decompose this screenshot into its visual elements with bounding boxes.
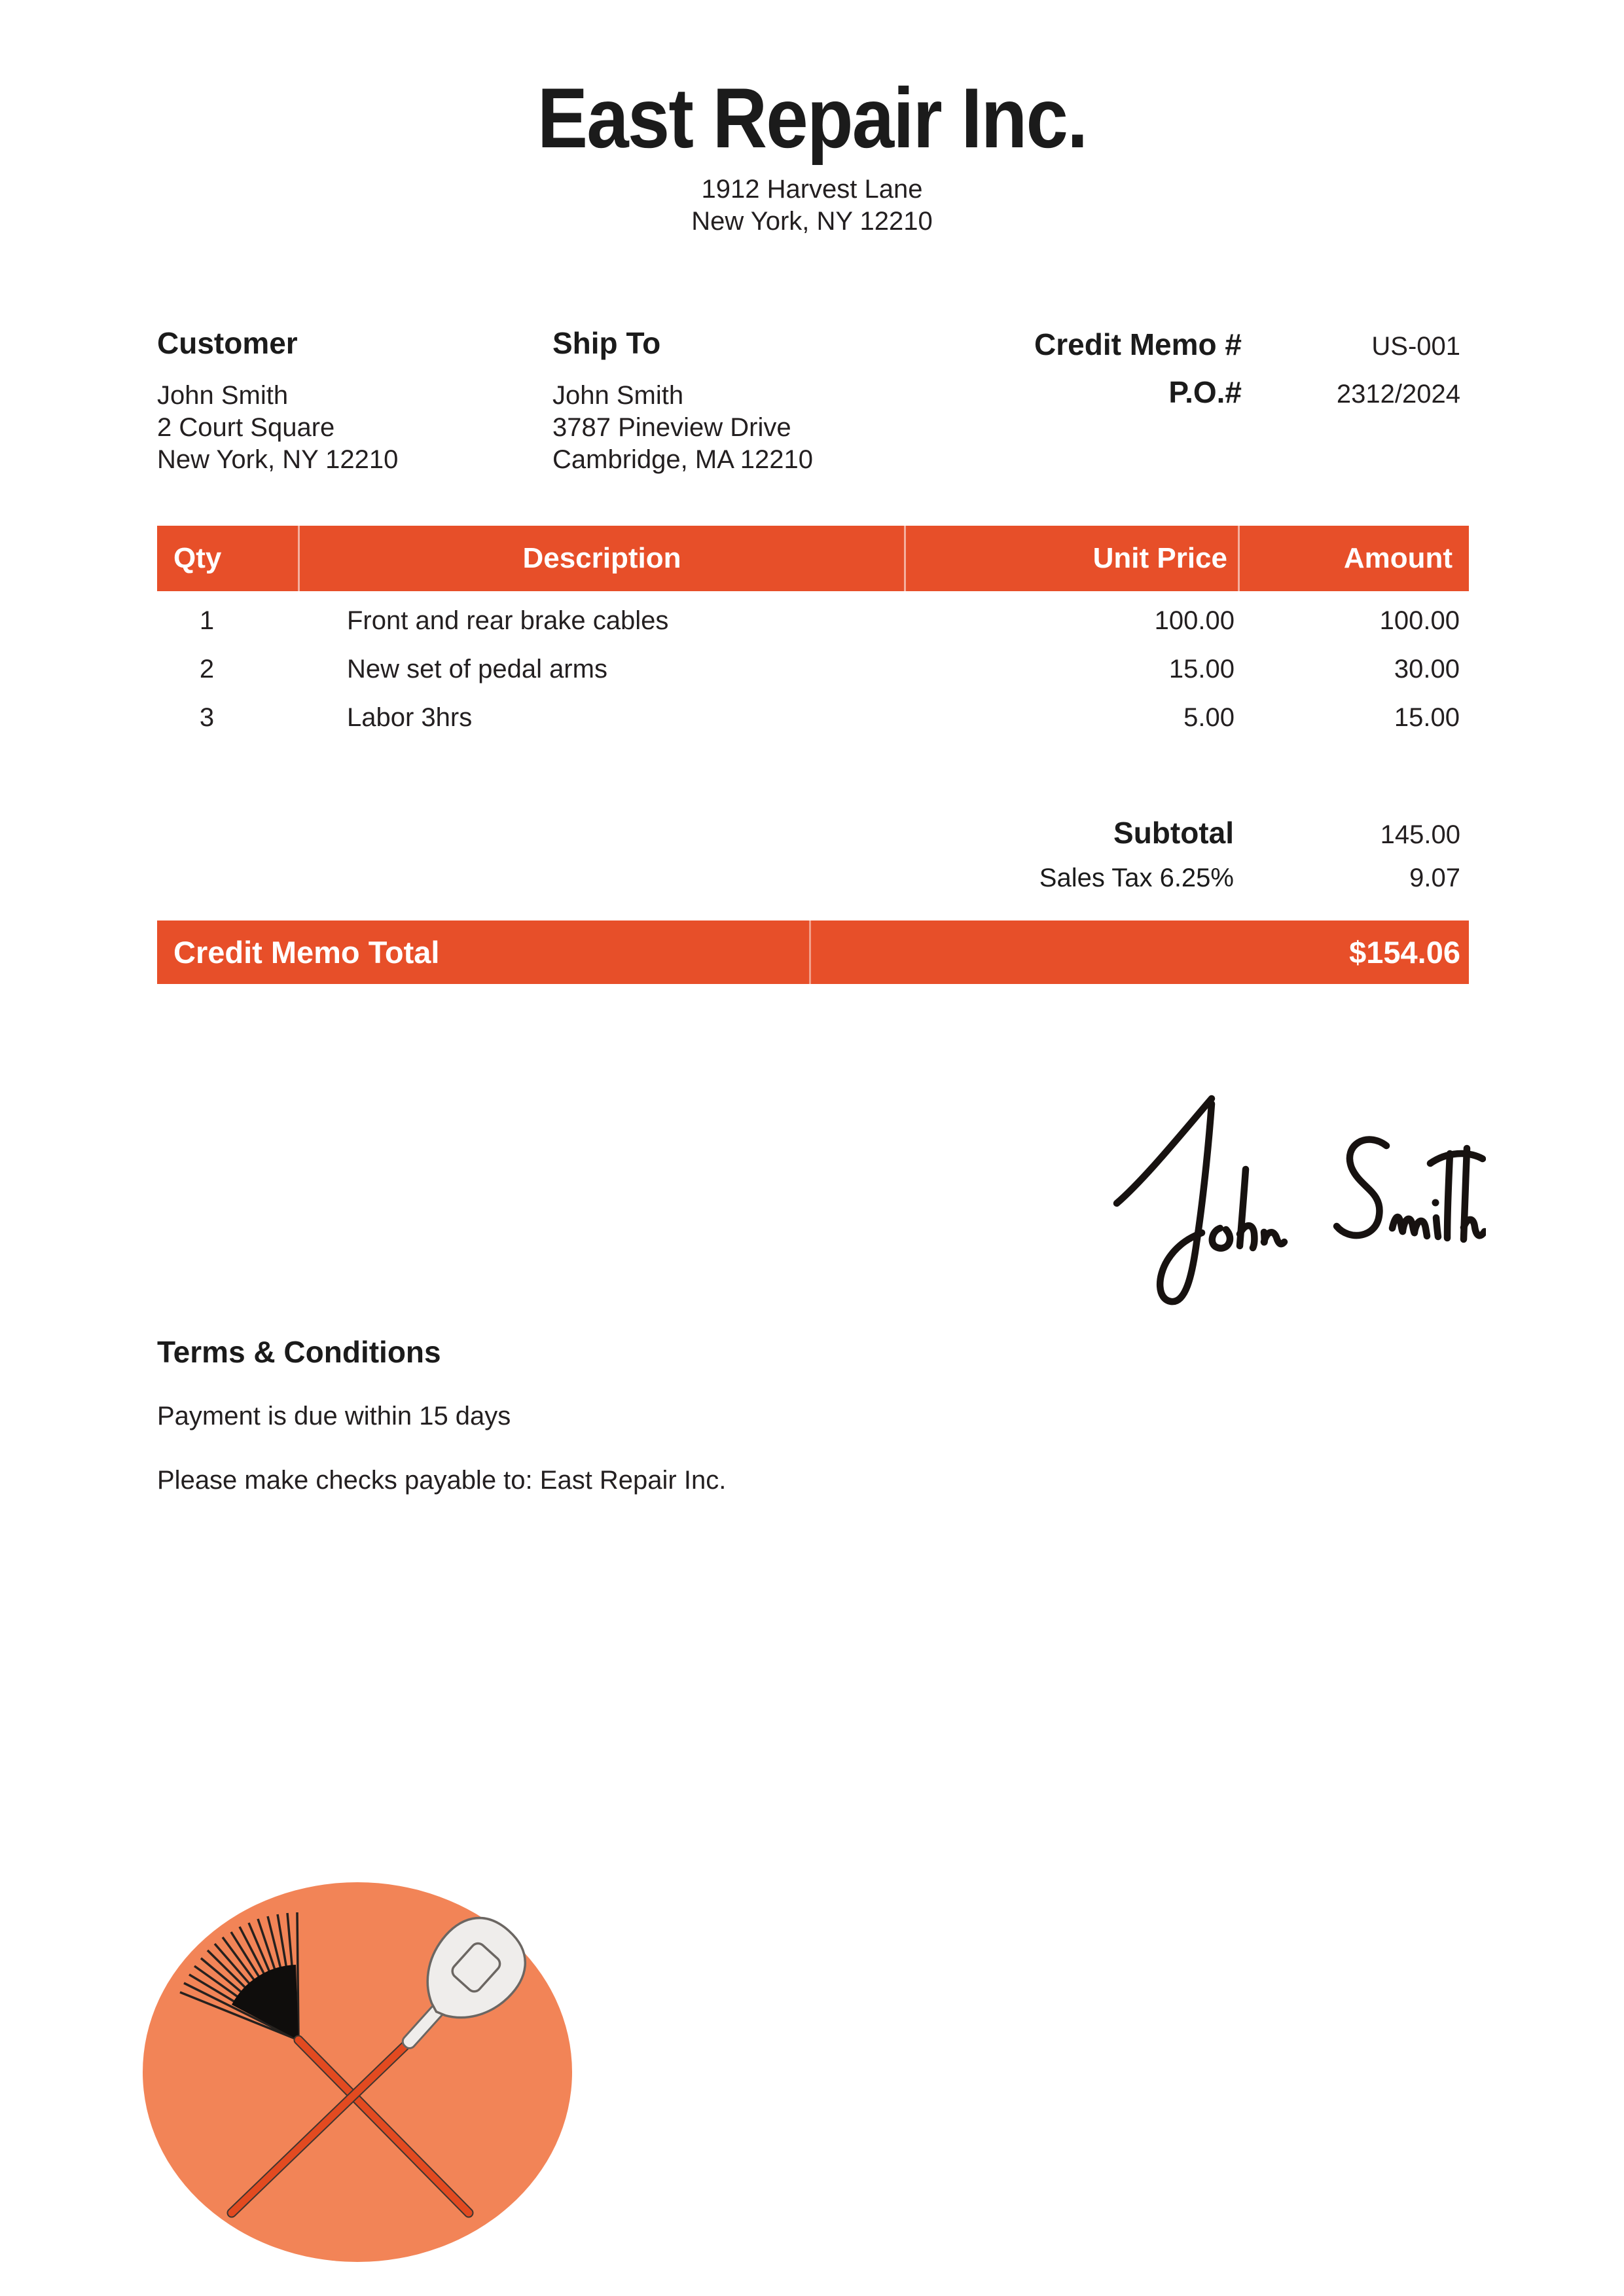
table-row xyxy=(157,645,1469,693)
item-qty: 3 xyxy=(199,702,215,732)
rake-and-shovel-icon xyxy=(118,1859,576,2265)
customer-address-line1: 2 Court Square xyxy=(157,413,335,442)
item-unit-price: 15.00 xyxy=(1168,654,1235,683)
terms-heading: Terms & Conditions xyxy=(157,1335,441,1369)
company-address xyxy=(0,173,1624,238)
company-logo xyxy=(118,1859,576,2265)
customer-block xyxy=(157,327,537,476)
item-qty: 1 xyxy=(199,606,215,635)
column-header-qty: Qty xyxy=(157,526,300,591)
subtotal-value: 145.00 xyxy=(1380,820,1460,849)
signature-image xyxy=(1080,1074,1486,1309)
ship-to-name: John Smith xyxy=(552,381,684,410)
ship-to-heading: Ship To xyxy=(552,326,661,360)
item-qty: 2 xyxy=(199,654,215,683)
item-description: New set of pedal arms xyxy=(347,654,607,683)
terms-section xyxy=(157,1336,1139,1495)
item-amount: 100.00 xyxy=(1379,606,1460,635)
credit-memo-total-label: Credit Memo Total xyxy=(157,920,811,984)
credit-memo-number-value: US-001 xyxy=(1371,332,1460,361)
sales-tax-label: Sales Tax 6.25% xyxy=(1039,864,1234,892)
item-amount: 30.00 xyxy=(1394,654,1460,683)
terms-line-checks: Please make checks payable to: East Repair Inc. xyxy=(157,1466,727,1495)
column-header-unit-price: Unit Price xyxy=(906,526,1240,591)
customer-heading: Customer xyxy=(157,326,298,360)
credit-memo-total-bar xyxy=(157,920,1469,984)
table-row xyxy=(157,596,1469,645)
items-table-body xyxy=(157,596,1469,742)
po-number-label: P.O.# xyxy=(1168,375,1242,409)
table-row xyxy=(157,693,1469,742)
subtotal-row xyxy=(157,816,1469,852)
credit-memo-number-label: Credit Memo # xyxy=(1034,327,1242,361)
ship-to-address-line2: Cambridge, MA 12210 xyxy=(552,445,814,474)
column-header-amount: Amount xyxy=(1343,542,1453,574)
po-number-row xyxy=(867,376,1469,410)
item-unit-price: 100.00 xyxy=(1154,606,1235,635)
item-description: Front and rear brake cables xyxy=(347,606,669,635)
customer-address-line2: New York, NY 12210 xyxy=(157,445,399,474)
company-address-line1: 1912 Harvest Lane xyxy=(701,174,923,204)
customer-address xyxy=(157,380,537,476)
credit-memo-number-row xyxy=(867,329,1469,363)
ship-to-address-line1: 3787 Pineview Drive xyxy=(552,413,791,442)
column-header-description: Description xyxy=(300,526,906,591)
po-number-value: 2312/2024 xyxy=(1336,380,1460,409)
company-address-line2: New York, NY 12210 xyxy=(691,206,933,236)
company-name: East Repair Inc. xyxy=(537,70,1087,166)
item-description: Labor 3hrs xyxy=(347,702,473,732)
terms-line-payment: Payment is due within 15 days xyxy=(157,1402,511,1430)
item-unit-price: 5.00 xyxy=(1183,702,1235,732)
memo-info-block xyxy=(867,329,1469,410)
items-table-header xyxy=(157,526,1469,591)
sales-tax-row xyxy=(157,861,1469,895)
item-amount: 15.00 xyxy=(1394,702,1460,732)
document-header xyxy=(0,70,1624,238)
totals-section xyxy=(157,816,1469,895)
subtotal-label: Subtotal xyxy=(1113,816,1234,850)
signature-john-smith xyxy=(1080,1074,1486,1309)
customer-name: John Smith xyxy=(157,381,289,410)
credit-memo-total-value: $154.06 xyxy=(1349,935,1460,970)
sales-tax-value: 9.07 xyxy=(1409,864,1460,892)
